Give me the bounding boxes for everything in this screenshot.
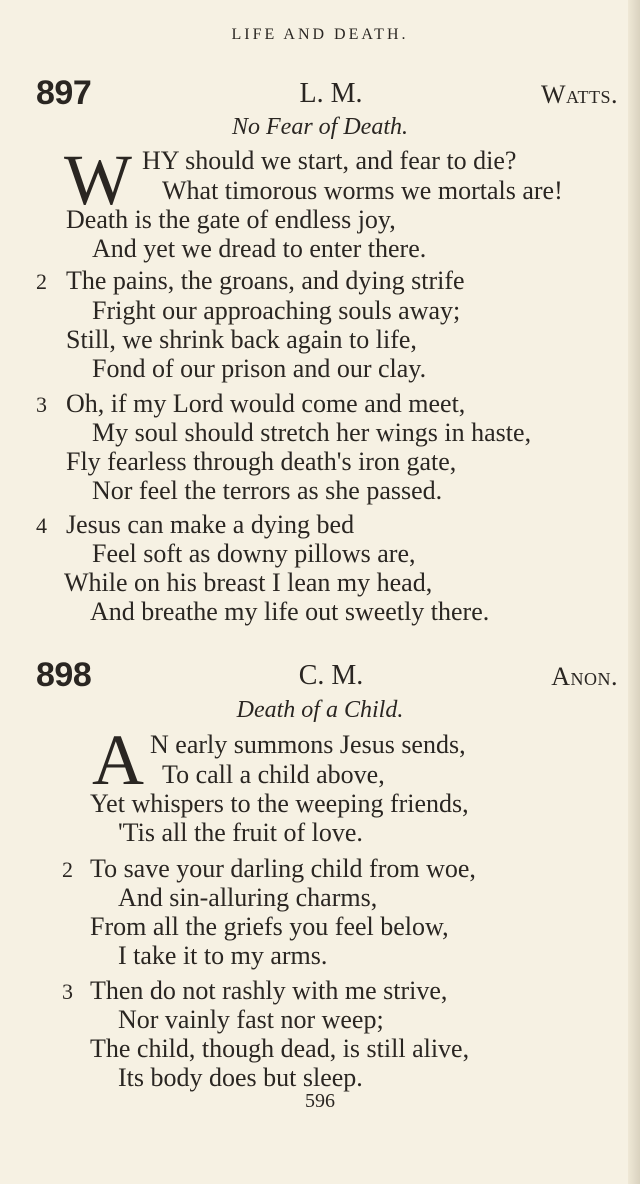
stanza-number: 3 xyxy=(62,979,73,1004)
hymn-898-header xyxy=(36,656,618,696)
verse-line: The pains, the groans, and dying strife xyxy=(66,266,465,295)
verse-line: Death is the gate of endless joy, xyxy=(66,205,396,234)
drop-cap: W xyxy=(64,140,132,220)
stanza-number: 4 xyxy=(36,513,47,538)
verse-line: I take it to my arms. xyxy=(118,941,328,970)
stanza-number: 2 xyxy=(62,857,73,882)
page-edge xyxy=(628,0,640,1184)
verse-line: And yet we dread to enter there. xyxy=(92,234,427,263)
verse-line: From all the griefs you feel below, xyxy=(90,912,449,941)
page-number: 596 xyxy=(305,1090,335,1112)
hymn-897-header xyxy=(36,74,618,114)
verse-line: Nor feel the terrors as she passed. xyxy=(92,476,443,505)
hymn-meter: C. M. xyxy=(298,660,364,691)
verse-line: Fright our approaching souls away; xyxy=(92,296,461,325)
stanza-number: 3 xyxy=(36,392,47,417)
verse-line: To save your darling child from woe, xyxy=(90,854,476,883)
hymn-number: 897 xyxy=(36,74,92,112)
verse-line: Jesus can make a dying bed xyxy=(66,510,355,539)
stanza-number: 2 xyxy=(36,269,47,294)
verse-line: Yet whispers to the weeping friends, xyxy=(90,789,469,818)
verse-line: N early summons Jesus sends, xyxy=(150,730,466,759)
hymn-title: Death of a Child. xyxy=(236,697,404,723)
verse-line: Fond of our prison and our clay. xyxy=(92,354,427,383)
verse-line: Its body does but sleep. xyxy=(118,1063,363,1092)
verse-line: HY should we start, and fear to die? xyxy=(142,146,517,175)
verse-line: 'Tis all the fruit of love. xyxy=(118,818,363,847)
verse-line: The child, though dead, is still alive, xyxy=(90,1034,470,1063)
verse-line: Fly fearless through death's iron gate, xyxy=(66,447,457,476)
hymn-author: Watts. xyxy=(540,80,618,109)
verse-line: And sin-alluring charms, xyxy=(118,883,378,912)
verse-line: Oh, if my Lord would come and meet, xyxy=(66,389,466,418)
verse-line: Feel soft as downy pillows are, xyxy=(92,539,416,568)
verse-line: Still, we shrink back again to life, xyxy=(66,325,417,354)
hymn-author: Anon. xyxy=(551,662,618,691)
verse-line: Nor vainly fast nor weep; xyxy=(118,1005,384,1034)
running-head: LIFE AND DEATH. xyxy=(231,26,409,43)
drop-cap: A xyxy=(92,720,144,800)
verse-line: And breathe my life out sweetly there. xyxy=(90,597,490,626)
hymn-meter: L. M. xyxy=(299,78,363,109)
verse-line: My soul should stretch her wings in haste, xyxy=(92,418,532,447)
hymn-number: 898 xyxy=(36,656,92,694)
hymn-title: No Fear of Death. xyxy=(232,114,408,140)
verse-line: What timorous worms we mortals are! xyxy=(162,176,563,205)
verse-line: Then do not rashly with me strive, xyxy=(90,976,448,1005)
verse-line: To call a child above, xyxy=(162,760,385,789)
verse-line: While on his breast I lean my head, xyxy=(64,568,433,597)
